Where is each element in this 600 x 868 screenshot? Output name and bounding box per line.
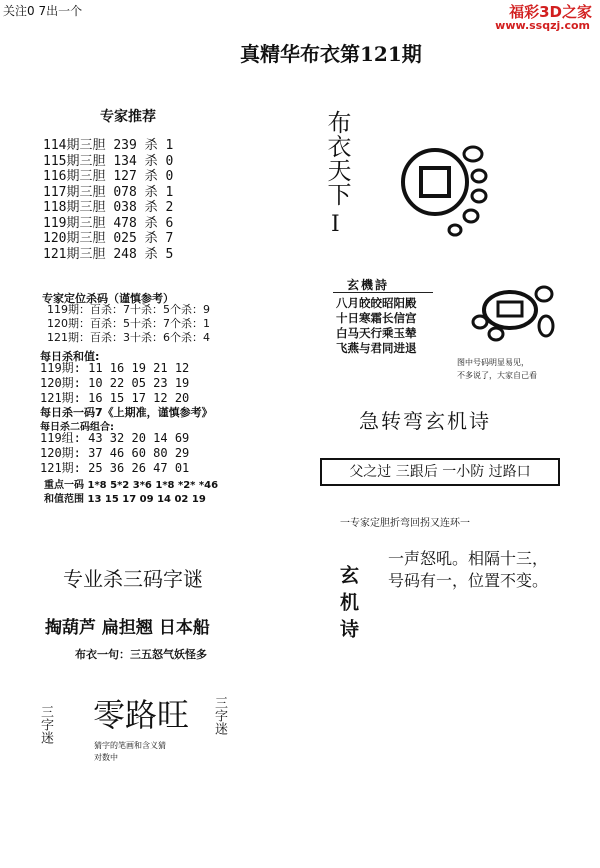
xuanji-lines (388, 548, 548, 592)
riddle-big-chars: 零路旺 (93, 696, 190, 734)
kill-one-text: 每日杀一码7《上期准，谨慎参考》 (40, 406, 213, 419)
sum-heading: 每日杀和值: (40, 350, 100, 363)
expert-row: 116期三胆 127 杀 0 (43, 169, 174, 184)
expert-row: 115期三胆 134 杀 0 (43, 153, 174, 169)
expert-row: 119期三胆 478 杀 6 (43, 215, 174, 231)
focus-code: 重点一码 1*8 5*2 3*6 1*8 *2* *46 (44, 480, 219, 491)
mystic-poem-rule (333, 292, 433, 295)
chain-bead (536, 287, 552, 301)
coin-square-hole (421, 168, 449, 196)
mystic-poem-line: 八月皎皎昭阳殿 (336, 296, 417, 310)
ring-bead (464, 210, 478, 222)
turn-poem-line: 父之过 三跟后 一小防 过路口 (320, 458, 560, 486)
mystic-poem-lines (336, 296, 417, 356)
mystic-note-2: 不多说了，大家自己看 (457, 371, 537, 380)
chain-bead (539, 316, 553, 336)
ring-bead (464, 147, 482, 161)
xuanji-line: 号码有一，位置不变。 (388, 571, 549, 590)
expert-row: 114期三胆 239 杀 1 (43, 138, 174, 153)
riddle-right-vertical: 三字迷 (212, 696, 227, 735)
sum-rows (40, 361, 189, 406)
mystic-poem-line: 白马天行乘玉辇 (336, 326, 417, 340)
sum-row: 119期: 11 16 19 21 12 (40, 361, 190, 375)
mystic-note-1: 图中号码明显易见， (457, 358, 529, 367)
expert-table (43, 138, 173, 262)
expert-row: 121期三胆 248 杀 5 (43, 246, 174, 262)
chain-picture (466, 276, 566, 346)
kill-two-row: 121期: 25 36 26 47 01 (40, 461, 190, 475)
kill-two-row: 120期: 37 46 60 80 29 (40, 446, 190, 460)
sum-range: 和值范围 13 15 17 09 14 02 19 (44, 494, 206, 505)
expert-row: 117期三胆 078 杀 1 (43, 184, 174, 200)
chain-bead (473, 316, 487, 328)
mystic-poem-line: 十日寒霜长信宫 (336, 311, 417, 325)
follow-note: 关注0 7出一个 (3, 4, 83, 18)
buyi-vertical-title: 布衣天下 (323, 110, 351, 206)
expert-row: 120期三胆 025 杀 7 (43, 231, 174, 246)
kill-two-rows (40, 431, 189, 476)
position-row: 121期：百杀：3十杀：6个杀：4 (47, 331, 210, 344)
riddle-note-2: 对数中 (94, 753, 118, 762)
sum-row: 121期: 16 15 17 12 20 (40, 391, 190, 405)
riddle-note-1: 猜字的笔画和含义猜 (94, 741, 166, 750)
buyi-line: 布衣一句：三五怒气妖怪多 (75, 648, 207, 661)
xuanji-vertical: 玄机诗 (337, 565, 359, 646)
kill-two-heading: 每日杀二码组合: (40, 422, 114, 433)
site-url: www.ssqzj.com (495, 19, 590, 32)
page-title: 真精华布衣第121期 (240, 42, 422, 66)
chain-link (484, 292, 536, 328)
riddle-heading: 专业杀三码字谜 (63, 567, 203, 591)
riddle-words: 掏葫芦 扁担翘 日本船 (45, 618, 210, 638)
position-heading: 专家定位杀码（谨慎参考） (42, 292, 174, 305)
riddle-left-vertical: 三字迷 (38, 705, 53, 744)
expert-row: 118期三胆 038 杀 2 (43, 200, 174, 215)
xuanji-line: 一声怒吼。相隔十三， (388, 549, 549, 568)
ring-bead (472, 190, 486, 202)
position-row: 120期：百杀：5十杀：7个杀：1 (47, 317, 210, 330)
position-rows (47, 303, 210, 345)
mystic-poem-line: 飞燕与君同进退 (336, 341, 417, 355)
position-row: 119期：百杀：7十杀：5个杀：9 (47, 303, 210, 316)
turn-poem-title: 急转弯玄机诗 (359, 409, 491, 433)
coin-ring-picture (395, 140, 515, 240)
coin-outer-ring (403, 150, 467, 214)
turn-poem-subtitle: 一专家定胆折弯回拐又连环一 (340, 518, 470, 529)
mystic-poem-heading: 玄機詩 (347, 278, 390, 292)
site-name: 福彩3D之家 (509, 3, 592, 21)
ring-bead (472, 170, 486, 182)
buyi-numeral: I (331, 212, 340, 237)
chain-square (498, 302, 522, 316)
kill-two-row: 119组: 43 32 20 14 69 (40, 431, 190, 445)
expert-heading: 专家推荐 (100, 109, 156, 125)
ring-bead (449, 225, 461, 235)
chain-bead (489, 328, 503, 340)
sum-row: 120期: 10 22 05 23 19 (40, 376, 190, 390)
